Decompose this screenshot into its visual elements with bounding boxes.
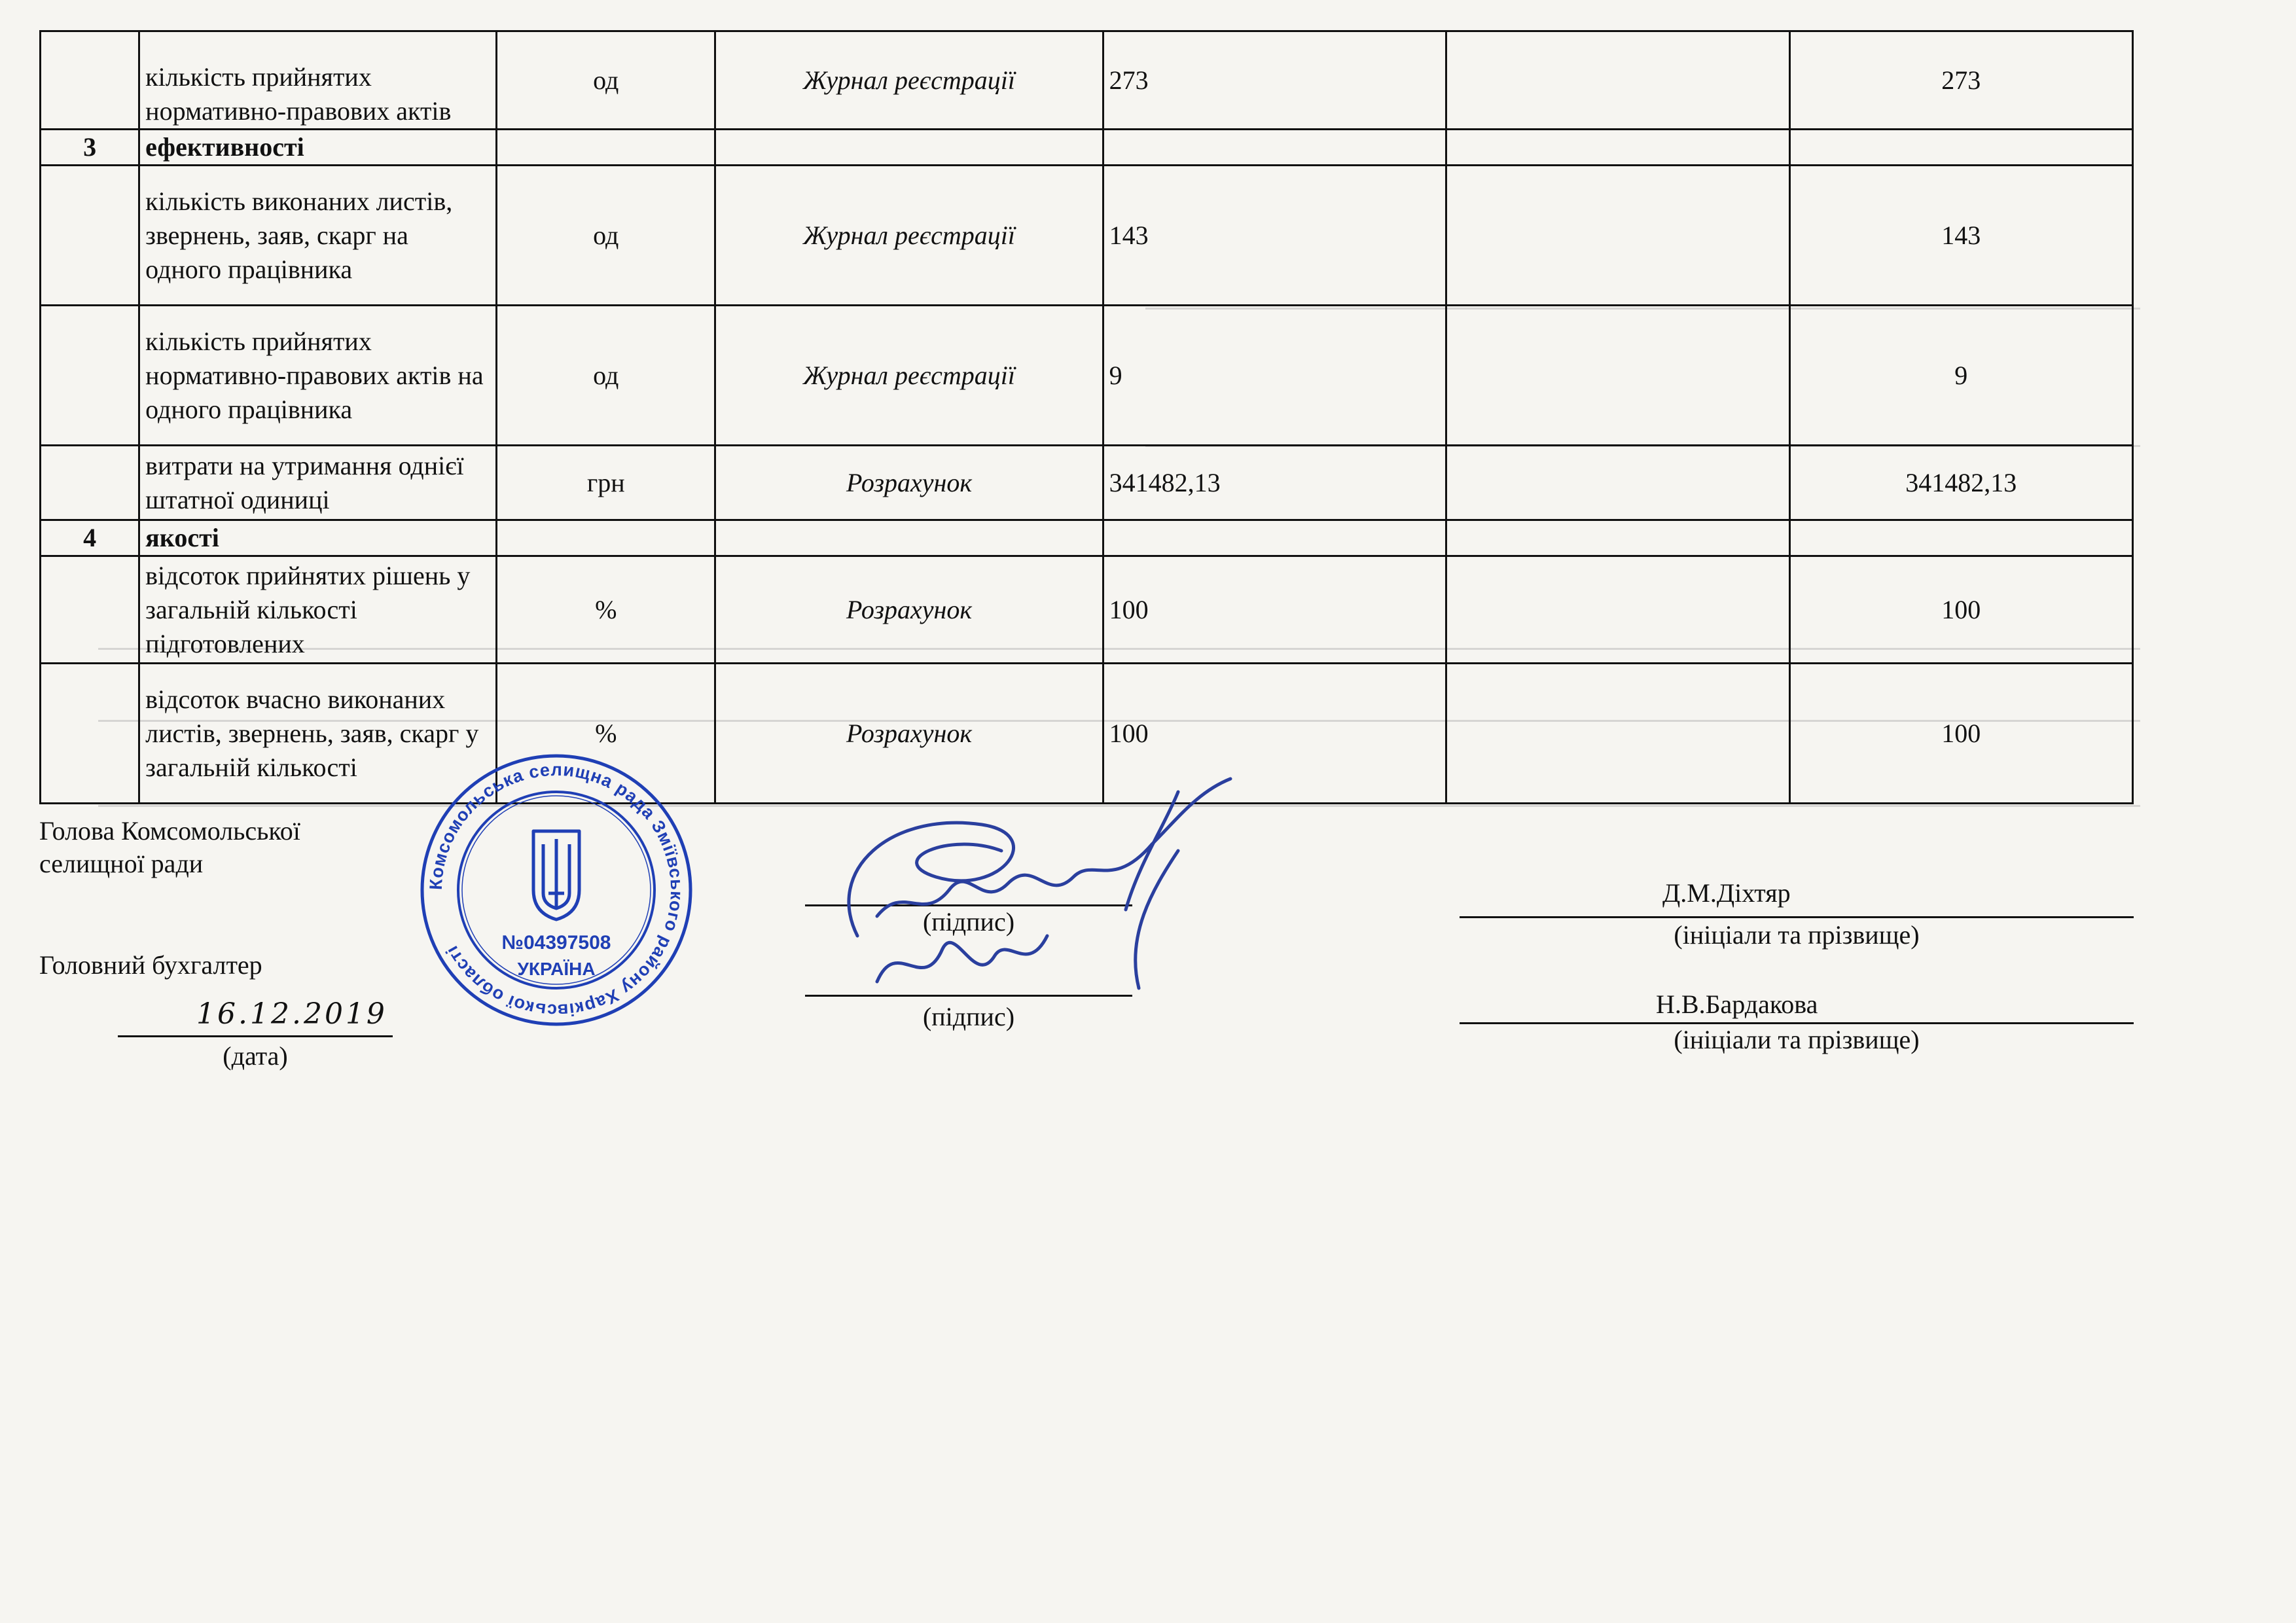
head-title [39,815,300,880]
value-cell: 9 [1789,306,2133,446]
group-row [41,520,2133,556]
unit-cell: грн [497,446,715,520]
indicator-name: відсоток вчасно виконаних листів, звернень, заяв, скарг у загальній кількості [139,664,497,804]
source-cell: Журнал реєстрації [715,306,1103,446]
row-number [41,556,139,664]
row-number [41,446,139,520]
accountant-signature-caption: (підпис) [922,1002,1015,1031]
indicator-name: кількість виконаних листів, звернень, заяв, скарг на одного працівника [139,166,497,306]
source-cell: Розрахунок [715,664,1103,804]
value-cell: 9 [1103,306,1446,446]
source-cell: Журнал реєстрації [715,31,1103,130]
value-cell [1446,556,1789,664]
table-row [41,446,2133,520]
date-caption: (дата) [223,1041,288,1071]
value-cell: 341482,13 [1103,446,1446,520]
stamp-country: УКРАЇНА [517,959,596,979]
value-cell: 273 [1103,31,1446,130]
head-title-line1: Голова Комсомольської [39,816,300,846]
value-cell: 100 [1789,664,2133,804]
accountant-name-caption: (ініціали та прізвище) [1674,1025,1920,1054]
accountant-name: Н.В.Бардакова [1656,990,1818,1019]
trident-icon [533,831,579,919]
row-number [41,166,139,306]
source-cell: Журнал реєстрації [715,166,1103,306]
unit-cell: од [497,306,715,446]
head-name-caption: (ініціали та прізвище) [1674,920,1920,950]
row-number [41,31,139,130]
value-cell: 143 [1103,166,1446,306]
group-name: якості [139,520,497,556]
accountant-title: Головний бухгалтер [39,950,262,980]
value-cell [1446,166,1789,306]
indicators-table [39,30,2134,804]
unit-cell: од [497,31,715,130]
date-line [118,1035,393,1037]
value-cell: 341482,13 [1789,446,2133,520]
head-title-line2: селищної ради [39,849,204,878]
value-cell: 273 [1789,31,2133,130]
stamp-code: №04397508 [501,932,611,954]
value-cell: 100 [1789,556,2133,664]
group-number: 3 [41,130,139,166]
indicator-name: витрати на утримання однієї штатної одиниці [139,446,497,520]
date-value: 16.12.2019 [196,997,387,1031]
stamp-outer-text: Комсомольська селищна рада Зміївського району Харківської області [425,759,687,1021]
source-cell: Розрахунок [715,446,1103,520]
value-cell [1446,31,1789,130]
group-name: ефективності [139,130,497,166]
group-row [41,130,2133,166]
value-cell [1446,664,1789,804]
unit-cell: % [497,664,715,804]
value-cell: 100 [1103,664,1446,804]
accountant-signature [851,910,1060,1008]
value-cell: 143 [1789,166,2133,306]
indicator-name: кількість прийнятих нормативно-правових актів на одного працівника [139,306,497,446]
head-name: Д.М.Діхтяр [1662,878,1791,908]
value-cell [1446,306,1789,446]
value-cell: 100 [1103,556,1446,664]
indicator-name [139,31,497,130]
head-name-line [1460,916,2134,918]
table-row [41,306,2133,446]
unit-cell: % [497,556,715,664]
row-number [41,306,139,446]
indicator-name-text: кількість прийнятих нормативно-правових актів [145,62,452,126]
source-cell: Розрахунок [715,556,1103,664]
row-number [41,664,139,804]
head-signature-caption: (підпис) [922,907,1015,936]
table-row [41,31,2133,130]
table-row [41,166,2133,306]
table-row [41,556,2133,664]
value-cell [1446,446,1789,520]
group-number: 4 [41,520,139,556]
official-stamp [419,753,694,1027]
indicator-name: відсоток прийнятих рішень у загальній кількості підготовлених [139,556,497,664]
unit-cell: од [497,166,715,306]
